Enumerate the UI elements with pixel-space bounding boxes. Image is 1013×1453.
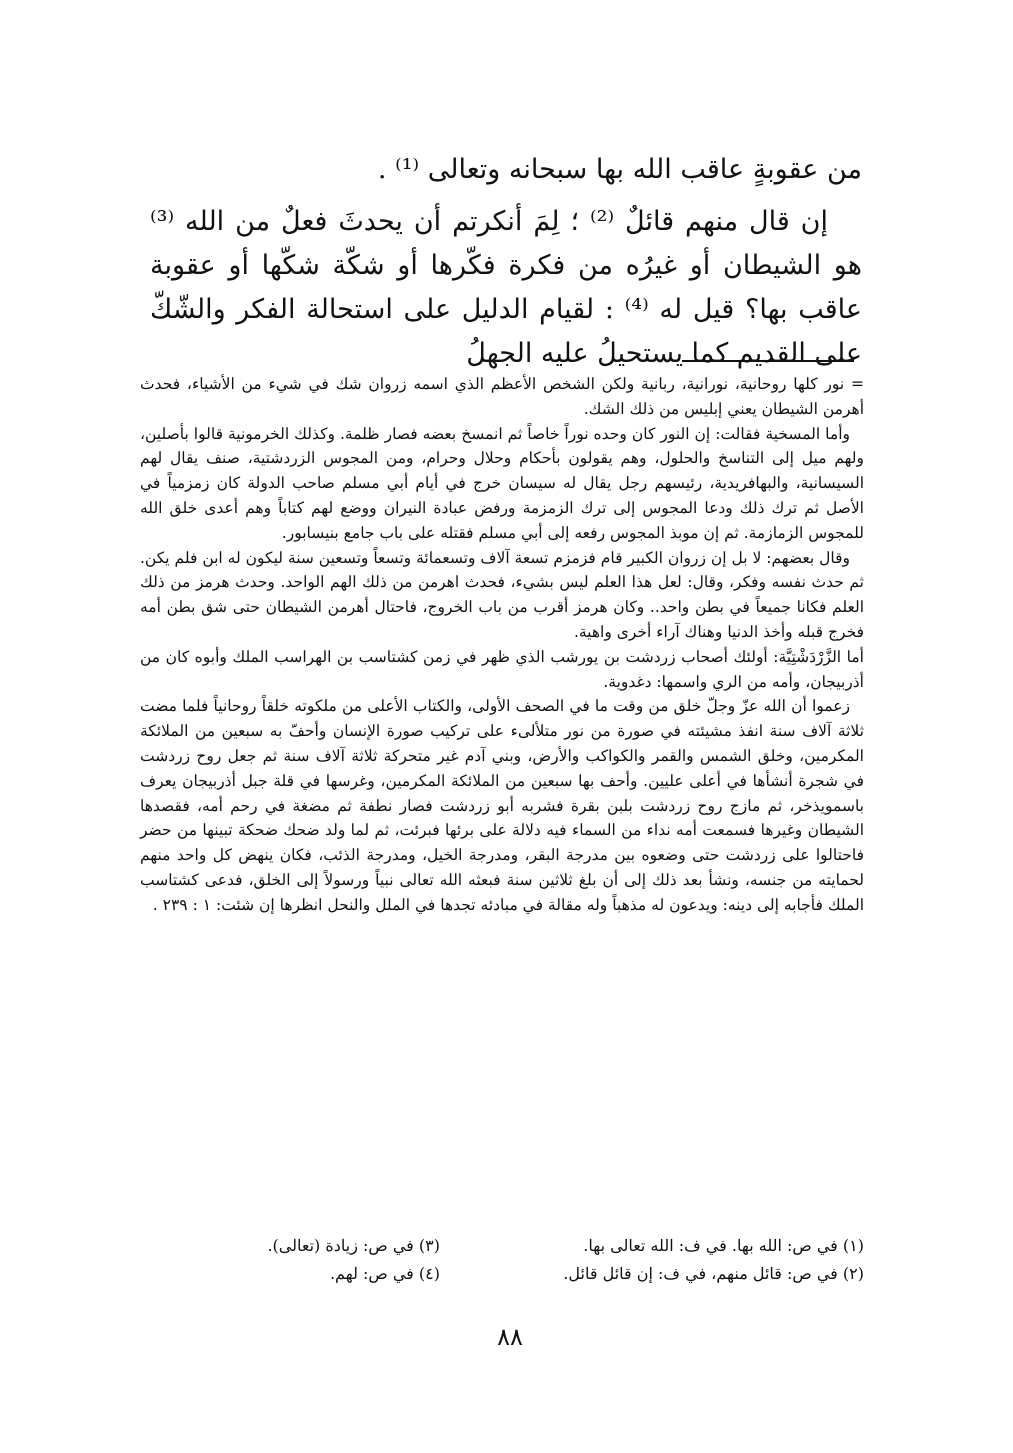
- editor-notes: [140, 1232, 864, 1292]
- footnote-para-1: = نور كلها روحانية، نورانية، ربانية ولكن الشخص الأعظم الذي اسمه زروان شك في شيء من الأشياء، فحدث أهرمن الشيطان يعني إبليس من ذلك الشك.: [140, 375, 864, 418]
- main-paragraph-2: إن قال منهم قائلٌ ⁽²⁾ ؛ لِمَ أنكرتم أن يحدثَ فعلٌ من الله ⁽³⁾ هو الشيطان أو غيرُه من فكرة فكّرها أو شكّة شكّها أو عقوبة عاقب بها؟ قيل له ⁽⁴⁾ : لقيام الدليل على استحالة الفكر والشّكّ على القديم كما يستحيلُ عليه الجهلُ: [150, 206, 862, 369]
- editor-note-1: (١) في ص: الله بها. في ف: الله تعالى بها.: [583, 1236, 864, 1255]
- footnote-para-5: زعموا أن الله عزّ وجلّ خلق من وقت ما في الصحف الأولى، والكتاب الأعلى من ملكوته خلقاً روحانياً فلما مضت ثلاثة آلاف سنة انفذ مشيئته في صورة من نور متلألىء على تركيب صورة الإنسان وأحفّ به سبعين من الملائكة المكرمين، وخلق الشمس والقمر والكواكب والأرض، وبني آدم غير متحركة ثلاثة آلاف سنة ثم جعل روح زردشت في شجرة أنشأها في أعلى عليين. وأحف بها سبعين من الملائكة المكرمين، وغرسها في قلة جبل أذربيجان يعرف باسمويذخر، ثم مازج روح زردشت بلبن بقرة فشربه أبو زردشت فصار نطفة ثم مضغة في رحم أمه، فقصدها الشيطان وغيرها فسمعت أمه نداء من السماء فيه دلالة على برئها فبرئت، ثم لما ولد ضحك ضحكة تبينها من حضر فاحتالوا على زردشت حتى وضعوه بين مدرجة البقر، ومدرجة الخيل، ومدرجة الذئب، فكان ينهض كل واحد منهم لحمايته من جنسه، ونشأ بعد ذلك إلى أن بلغ ثلاثين سنة فبعثه الله تعالى نبياً ورسولاً إلى الخلق، فدعى كشتاسب الملك فأجابه إلى دينه: ويدعون له مذهباً وله مقالة في مبادئه تجدها في الملل والنحل انظرها إن شئت: ١ : ٢٣٩ .: [140, 697, 864, 914]
- page-number: ٨٨: [497, 1323, 523, 1351]
- footnote-separator: [682, 360, 854, 362]
- main-text: [150, 148, 862, 384]
- footnote-para-2: وأما المسخية فقالت: إن النور كان وحده نوراً خاصاً ثم انمسخ بعضه فصار ظلمة. وكذلك الخرمونية قالوا بأصلين، ولهم ميل إلى التناسخ والحلول، وهم يقولون بأحكام وحلال وحرام، ومن المجوس الزردشتية، صنف يقال لهم السيسانية، والبهافريدية، رئيسهم رجل يقال له سيسان خرج في أيام أبي مسلم صاحب الدولة كان زمزمياً في الأصل ثم ترك ذلك ودعا المجوس إلى ترك الزمزمة ورفض عبادة النيران ووضع لهم كتاباً وهم أعدى خلق الله للمجوس الزمازمة. ثم إن موبذ المجوس رفعه إلى أبي مسلم فقتله على باب جامع بنيسابور.: [140, 424, 864, 542]
- editor-note-4: (٤) في ص: لهم.: [329, 1264, 440, 1283]
- editor-notes-right-column: [504, 1232, 864, 1288]
- editor-notes-left-column: [140, 1232, 440, 1288]
- footnotes: [140, 372, 864, 918]
- editor-note-3: (٣) في ص: زيادة (تعالى).: [267, 1236, 440, 1255]
- main-line-1: من عقوبةٍ عاقب الله بها سبحانه وتعالى ⁽¹⁾ .: [377, 154, 862, 185]
- footnote-para-3: وقال بعضهم: لا بل إن زروان الكبير قام فزمزم تسعة آلاف وتسعمائة وتسعاً وتسعين سنة ليكون له ابن فلم يكن. ثم حدث نفسه وفكر، وقال: لعل هذا العلم ليس بشيء، فحدث اهرمن من ذلك الهم الواحد. وحدث هرمز من ذلك العلم فكانا جميعاً في بطن واحد.. وكان هرمز أقرب من باب الخروج، فاحتال أهرمن الشيطان حتى شق بطن أمه فخرج قبله وأخذ الدنيا وهناك آراء أخرى واهية.: [140, 548, 864, 641]
- editor-note-2: (٢) في ص: قائل منهم، في ف: إن قائل قائل.: [563, 1264, 864, 1283]
- footnote-para-4: أما الزَّرْدَشْتِيَّة: أولئك أصحاب زردشت بن يورشب الذي ظهر في زمن كشتاسب بن الهراسب الملك وأبوه كان من أذربيجان، وأمه من الري واسمها: دغدوية.: [140, 647, 864, 691]
